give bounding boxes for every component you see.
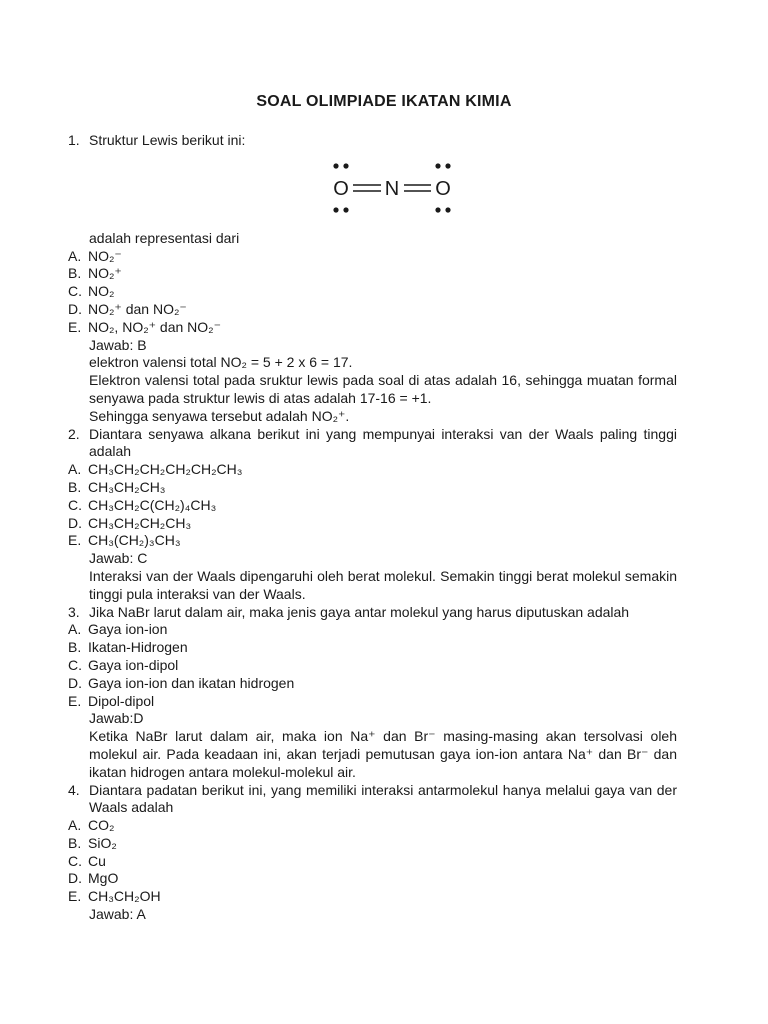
option-letter: B.: [68, 639, 82, 656]
option-letter: C.: [68, 283, 82, 300]
answer-option: [68, 265, 677, 283]
lewis-structure-diagram: [68, 150, 677, 230]
lone-pair-dot: [333, 163, 338, 168]
answer-key: Jawab: A: [89, 906, 146, 923]
answer-option: [68, 515, 677, 533]
option-letter: E.: [68, 692, 82, 709]
option-letter: A.: [68, 621, 82, 638]
question-stem: [68, 132, 677, 150]
option-letter: D.: [68, 870, 82, 887]
option-letter: A.: [68, 461, 82, 478]
option-letter: E.: [68, 318, 82, 335]
answer-option: [68, 675, 677, 693]
option-letter: A.: [68, 247, 82, 264]
explanation-text: Interaksi van der Waals dipengaruhi oleh berat molekul. Semakin tinggi berat molekul semakin tinggi pula interaksi van der Waals.: [89, 567, 677, 602]
option-text: CH₃CH₂CH₂CH₃: [88, 514, 192, 531]
option-letter: D.: [68, 674, 82, 691]
option-text: Gaya ion-ion dan ikatan hidrogen: [88, 674, 295, 691]
answer-key: Jawab: C: [89, 550, 148, 567]
answer-key: Jawab:D: [89, 710, 144, 727]
question-stem: [68, 782, 677, 818]
option-letter: C.: [68, 496, 82, 513]
answer-option: [68, 248, 677, 266]
question-number: 3.: [68, 603, 80, 620]
question-text: Struktur Lewis berikut ini:: [89, 132, 246, 148]
answer-option: [68, 853, 677, 871]
option-text: MgO: [88, 870, 119, 887]
question-text: Jika NaBr larut dalam air, maka jenis gaya antar molekul yang harus diputuskan adalah: [89, 603, 630, 620]
option-letter: E.: [68, 532, 82, 549]
option-text: CH₃CH₂CH₃: [88, 478, 166, 495]
option-text: CH₃CH₂C(CH₂)₄CH₃: [88, 496, 217, 513]
option-text: Gaya ion-ion: [88, 621, 168, 638]
answer-option: [68, 870, 677, 888]
question-text: Diantara senyawa alkana berikut ini yang mempunyai interaksi van der Waals paling tinggi adalah: [89, 425, 677, 460]
lone-pair-dot: [445, 163, 450, 168]
option-text: CH₃CH₂OH: [88, 888, 161, 905]
option-text: Gaya ion-dipol: [88, 656, 179, 673]
option-letter: C.: [68, 852, 82, 869]
option-text: NO₂⁺ dan NO₂⁻: [88, 300, 187, 317]
option-letter: B.: [68, 265, 82, 282]
lewis-atom-label: O: [434, 177, 451, 200]
explanation-text: Sehingga senyawa tersebut adalah NO₂⁺.: [89, 407, 350, 424]
answer-option: [68, 657, 677, 675]
option-letter: E.: [68, 888, 82, 905]
answer-option: [68, 283, 677, 301]
option-letter: B.: [68, 834, 82, 851]
answer-key: Jawab: B: [89, 336, 147, 353]
answer-option: [68, 479, 677, 497]
lone-pair-dot: [435, 163, 440, 168]
option-letter: D.: [68, 514, 82, 531]
answer-option: [68, 621, 677, 639]
question-stem: [68, 426, 677, 462]
answer-option: [68, 639, 677, 657]
question-stem-continued: adalah representasi dari: [89, 229, 240, 246]
explanation-text: elektron valensi total NO₂ = 5 + 2 x 6 = 17.: [89, 354, 353, 371]
lone-pair-dot: [445, 207, 450, 212]
option-text: NO₂: [88, 283, 115, 300]
option-letter: A.: [68, 817, 82, 834]
option-text: SiO₂: [88, 834, 117, 851]
answer-option: [68, 319, 677, 337]
question-number: 4.: [68, 781, 80, 798]
lone-pair-dot: [343, 163, 348, 168]
option-letter: D.: [68, 300, 82, 317]
question-stem: [68, 604, 677, 622]
question-number: 2.: [68, 425, 80, 442]
option-text: NO₂, NO₂⁺ dan NO₂⁻: [88, 318, 221, 335]
no2-lewis-svg: [325, 150, 465, 224]
option-letter: C.: [68, 656, 82, 673]
option-text: NO₂⁺: [88, 265, 122, 282]
answer-option: [68, 835, 677, 853]
option-text: Dipol-dipol: [88, 692, 155, 709]
option-letter: B.: [68, 478, 82, 495]
question-text: Diantara padatan berikut ini, yang memiliki interaksi antarmolekul hanya melalui gaya van der Waals adalah: [89, 781, 677, 816]
answer-option: [68, 461, 677, 479]
explanation-text: Elektron valensi total pada sruktur lewis pada soal di atas adalah 16, sehingga muatan formal senyawa pada struktur lewis di atas adalah 17-16 = +1.: [89, 372, 677, 406]
explanation-text: Ketika NaBr larut dalam air, maka ion Na⁺ dan Br⁻ masing-masing akan tersolvasi oleh molekul air. Pada keadaan ini, akan terjadi pemutusan gaya ion-ion antara Na⁺ dan Br⁻ dan ikatan hidrogen antara molekul-molekul air.: [89, 728, 677, 780]
option-text: CO₂: [88, 817, 115, 834]
option-text: Cu: [88, 852, 106, 869]
option-text: CH₃(CH₂)₃CH₃: [88, 532, 181, 549]
lone-pair-dot: [435, 207, 440, 212]
document-body: [68, 132, 677, 924]
question-number: 1.: [68, 132, 80, 148]
answer-option: [68, 301, 677, 319]
option-text: NO₂⁻: [88, 247, 122, 264]
lone-pair-dot: [333, 207, 338, 212]
answer-option: [68, 693, 677, 711]
answer-option: [68, 532, 677, 550]
answer-option: [68, 888, 677, 906]
answer-option: [68, 497, 677, 515]
lewis-atom-label: O: [332, 177, 349, 200]
lewis-atom-label: N: [384, 177, 399, 200]
lone-pair-dot: [343, 207, 348, 212]
document-title: SOAL OLIMPIADE IKATAN KIMIA: [256, 93, 512, 110]
option-text: CH₃CH₂CH₂CH₂CH₂CH₃: [88, 461, 243, 478]
answer-option: [68, 817, 677, 835]
option-text: Ikatan-Hidrogen: [88, 639, 188, 656]
